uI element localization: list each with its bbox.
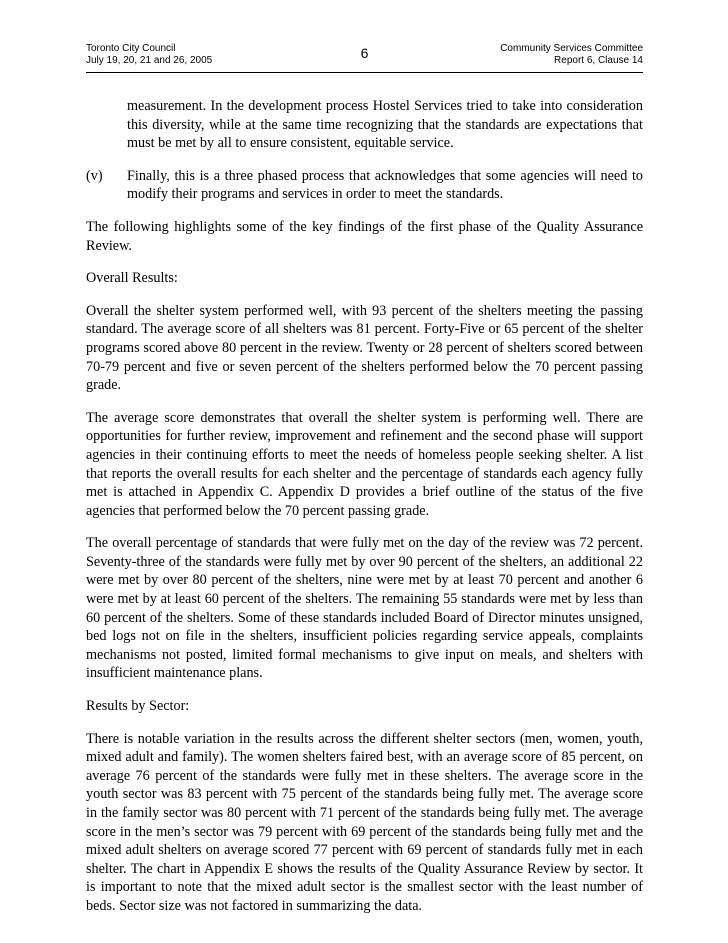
overall-results-paragraph-1: Overall the shelter system performed well, with 93 percent of the shelters meeting the passing standard. The average score of all shelters was 81 percent. Forty-Five or 65 percent of the shelter programs scored above 80 percent in the review. Twenty or 28 percent of shelters scored between 70-79 percent and five or seven percent of the shelters performed below the 70 percent passing grade. <box>86 302 643 394</box>
header-right <box>500 43 643 67</box>
header-committee-name: Community Services Committee <box>500 43 643 54</box>
highlights-intro: The following highlights some of the key findings of the first phase of the Quality Assurance Review. <box>86 218 643 254</box>
header-council-name: Toronto City Council <box>86 43 176 54</box>
page-number: 6 <box>360 45 369 61</box>
document-body <box>86 97 643 930</box>
header-divider <box>86 72 643 73</box>
page-header <box>86 43 643 71</box>
header-report-clause: Report 6, Clause 14 <box>554 55 643 66</box>
list-marker: (v) <box>86 167 103 184</box>
overall-results-paragraph-2: The average score demonstrates that overall the shelter system is performing well. There are opportunities for further review, improvement and refinement and the second phase will support agencies in their continuing efforts to meet the needs of homeless people seeking shelter. A list that reports the overall results for each shelter and the percentage of standards each agency fully met is attached in Appendix C. Appendix D provides a brief outline of the status of the five agencies that performed below the 70 percent passing grade. <box>86 409 643 519</box>
continued-paragraph: measurement. In the development process Hostel Services tried to take into consideration this diversity, while at the same time recognizing that the standards are expectations that must be met by all to ensure consistent, equitable service. <box>127 98 643 152</box>
list-item-text: Finally, this is a three phased process that acknowledges that some agencies will need to modify their programs and services in order to meet the standards. <box>127 167 643 203</box>
section-heading-results-by-sector: Results by Sector: <box>86 698 190 715</box>
header-meeting-dates: July 19, 20, 21 and 26, 2005 <box>86 55 213 66</box>
section-heading-overall-results: Overall Results: <box>86 270 178 287</box>
results-by-sector-paragraph: There is notable variation in the results across the different shelter sectors (men, women, youth, mixed adult and family). The women shelters faired best, with an average score of 85 percent, on average 76 percent of the standards were fully met in these shelters. The average score in the youth sector was 83 percent with 75 percent of the standards being fully met. The average score in the family sector was 80 percent with 71 percent of the standards being fully met. The average score in the men’s sector was 79 percent with 69 percent of the standards being fully met and the mixed adult shelters on average scored 77 percent with 69 percent of standards fully met in each shelter. The chart in Appendix E shows the results of the Quality Assurance Review by sector. It is important to note that the mixed adult sector is the smallest sector with the least number of beds. Sector size was not factored in summarizing the data. <box>86 730 643 914</box>
list-item-v <box>86 167 643 204</box>
overall-results-paragraph-3: The overall percentage of standards that were fully met on the day of the review was 72 percent. Seventy-three of the standards were fully met by over 90 percent of the shelters, an additional 22 were met by over 80 percent of the shelters, nine were met by at least 70 percent and another 6 were met by at least 60 percent of the shelters. The remaining 55 standards were met by less than 60 percent of the shelters. Some of these standards included Board of Director minutes unsigned, bed logs not on file in the shelters, insufficient policies regarding service appeals, complaints mechanisms not posted, limited formal mechanisms to give input on meals, and shelters with insufficient maintenance plans. <box>86 535 643 682</box>
